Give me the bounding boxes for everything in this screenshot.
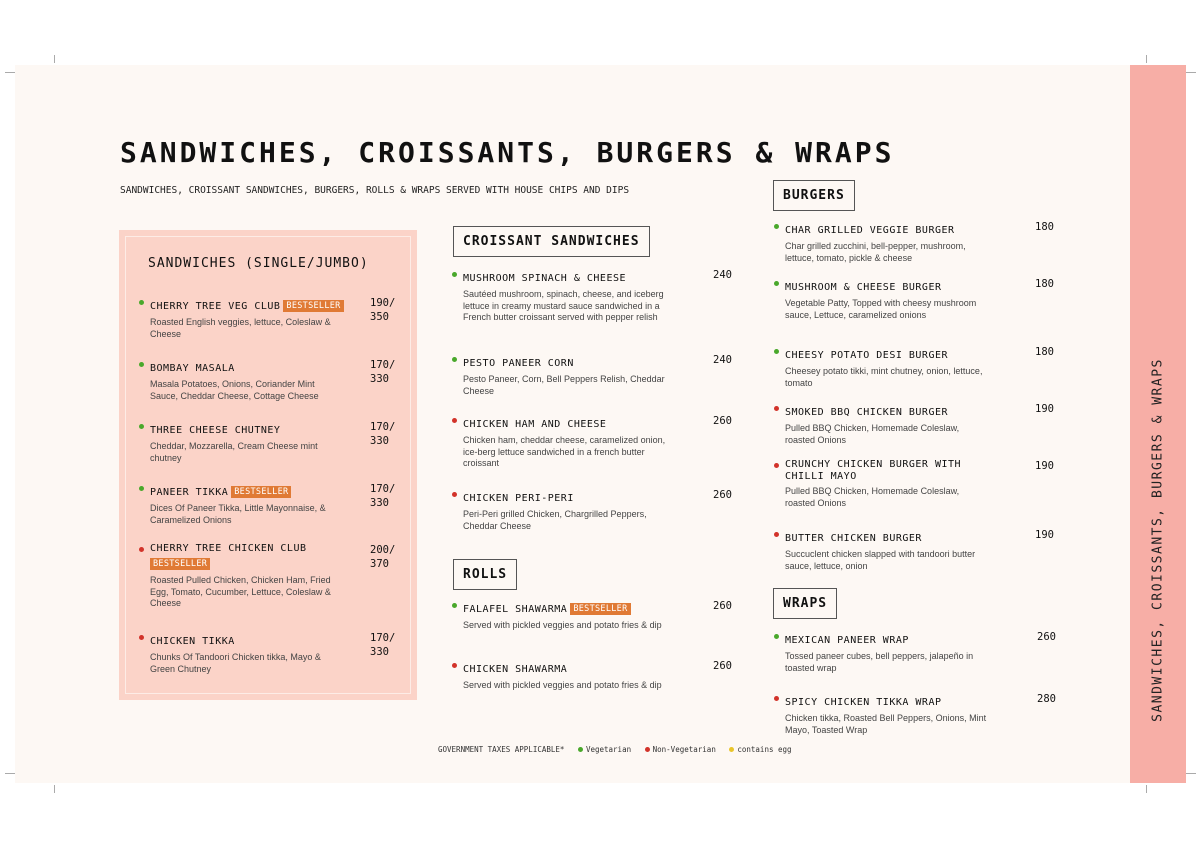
item-description: Chicken tikka, Roasted Bell Peppers, Onions, Mint Mayo, Toasted Wrap xyxy=(785,713,987,735)
menu-item xyxy=(785,630,1055,674)
egg-label: contains egg xyxy=(737,745,792,754)
item-description: Roasted English veggies, lettuce, Coleslaw & Cheese xyxy=(150,317,331,339)
item-name: CHICKEN PERI-PERI xyxy=(463,493,574,504)
non-veg-dot-icon xyxy=(139,635,144,640)
item-name: MUSHROOM SPINACH & CHEESE xyxy=(463,273,627,284)
veg-label: Vegetarian xyxy=(585,745,632,754)
item-price: 240 xyxy=(713,269,732,281)
non-veg-dot-icon xyxy=(645,747,650,752)
non-veg-dot-icon xyxy=(774,406,779,411)
bestseller-badge: BESTSELLER xyxy=(570,603,630,615)
veg-dot-icon xyxy=(774,281,779,286)
item-name: CHEESY POTATO DESI BURGER xyxy=(785,350,949,361)
sandwiches-heading: SANDWICHES (SINGLE/JUMBO) xyxy=(148,256,369,271)
bestseller-badge: BESTSELLER xyxy=(283,300,343,312)
item-description: Pulled BBQ Chicken, Homemade Coleslaw, roasted Onions xyxy=(785,486,960,508)
veg-dot-icon xyxy=(139,300,144,305)
crop-mark xyxy=(54,55,55,63)
bestseller-badge: BESTSELLER xyxy=(150,558,210,570)
menu-item xyxy=(463,268,733,324)
veg-dot-icon xyxy=(139,362,144,367)
veg-dot-icon xyxy=(774,224,779,229)
non-veg-dot-icon xyxy=(139,547,144,552)
item-description: Dices Of Paneer Tikka, Little Mayonnaise, & Caramelized Onions xyxy=(150,503,326,525)
item-description: Pesto Paneer, Corn, Bell Peppers Relish, Cheddar Cheese xyxy=(463,374,665,396)
item-description: Peri-Peri grilled Chicken, Chargrilled Peppers, Cheddar Cheese xyxy=(463,509,647,531)
veg-dot-icon xyxy=(774,634,779,639)
item-description: Chicken ham, cheddar cheese, caramelized onion, ice-berg lettuce sandwiched in a french butter croissant xyxy=(463,435,666,468)
crop-mark xyxy=(1186,72,1196,73)
item-description: Char grilled zucchini, bell-pepper, mushroom, lettuce, tomato, pickle & cheese xyxy=(785,241,966,263)
non-veg-dot-icon xyxy=(452,418,457,423)
taxes-note: GOVERNMENT TAXES APPLICABLE* xyxy=(438,745,565,754)
item-name: CHAR GRILLED VEGGIE BURGER xyxy=(785,225,955,236)
side-label: SANDWICHES, CROISSANTS, BURGERS & WRAPS xyxy=(1150,358,1166,722)
menu-item xyxy=(150,543,396,610)
item-price: 170/ 330 xyxy=(370,632,396,658)
crop-mark xyxy=(1146,55,1147,63)
item-name: PESTO PANEER CORN xyxy=(463,358,574,369)
item-name: FALAFEL SHAWARMA xyxy=(463,604,568,615)
item-price: 170/ 330 xyxy=(370,483,396,509)
menu-item xyxy=(150,482,396,526)
item-price: 170/ 330 xyxy=(370,359,396,385)
menu-item xyxy=(785,345,1055,389)
item-name: MEXICAN PANEER WRAP xyxy=(785,635,909,646)
page-subtitle: SANDWICHES, CROISSANT SANDWICHES, BURGERS, ROLLS & WRAPS SERVED WITH HOUSE CHIPS AND DIPS xyxy=(120,185,630,196)
item-price: 280 xyxy=(1037,693,1056,705)
wraps-heading: WRAPS xyxy=(773,588,837,619)
item-description: Served with pickled veggies and potato fries & dip xyxy=(463,620,662,630)
item-name: SPICY CHICKEN TIKKA WRAP xyxy=(785,697,942,708)
egg-dot-icon xyxy=(729,747,734,752)
item-description: Vegetable Patty, Topped with cheesy mushroom sauce, Lettuce, caramelized onions xyxy=(785,298,977,320)
item-description: Tossed paneer cubes, bell peppers, jalapeño in toasted wrap xyxy=(785,651,974,673)
menu-item xyxy=(785,692,1055,736)
menu-item xyxy=(785,459,1055,509)
item-price: 190 xyxy=(1035,529,1054,541)
rolls-heading: ROLLS xyxy=(453,559,517,590)
veg-dot-icon xyxy=(452,357,457,362)
item-description: Succuclent chicken slapped with tandoori butter sauce, lettuce, onion xyxy=(785,549,976,571)
item-price: 260 xyxy=(713,489,732,501)
menu-item xyxy=(150,358,396,402)
item-name: CHICKEN HAM AND CHEESE xyxy=(463,419,607,430)
footer-legend xyxy=(438,745,792,754)
menu-item xyxy=(150,631,396,675)
item-name: SMOKED BBQ CHICKEN BURGER xyxy=(785,407,949,418)
item-price: 260 xyxy=(713,415,732,427)
menu-item xyxy=(463,414,733,470)
non-veg-dot-icon xyxy=(774,696,779,701)
menu-item xyxy=(463,353,733,397)
item-price: 180 xyxy=(1035,278,1054,290)
menu-item xyxy=(785,402,1055,446)
burgers-heading: BURGERS xyxy=(773,180,855,211)
item-price: 180 xyxy=(1035,346,1054,358)
item-price: 180 xyxy=(1035,221,1054,233)
item-name: CHERRY TREE VEG CLUB xyxy=(150,301,281,312)
crop-mark xyxy=(54,785,55,793)
item-name: CRUNCHY CHICKEN BURGER WITH CHILLI MAYO xyxy=(785,459,962,482)
item-price: 190 xyxy=(1035,403,1054,415)
item-price: 170/ 330 xyxy=(370,421,396,447)
item-description: Cheddar, Mozzarella, Cream Cheese mint chutney xyxy=(150,441,318,463)
crop-mark xyxy=(1186,773,1196,774)
item-name: CHERRY TREE CHICKEN CLUB xyxy=(150,543,307,554)
veg-dot-icon xyxy=(774,349,779,354)
menu-item xyxy=(150,420,396,464)
menu-item xyxy=(785,528,1055,572)
crop-mark xyxy=(5,773,15,774)
item-price: 260 xyxy=(713,600,732,612)
item-name: BOMBAY MASALA xyxy=(150,363,235,374)
bestseller-badge: BESTSELLER xyxy=(231,486,291,498)
menu-item xyxy=(463,599,733,632)
crop-mark xyxy=(1146,785,1147,793)
item-price: 200/ 370 xyxy=(370,544,396,570)
item-name: THREE CHEESE CHUTNEY xyxy=(150,425,281,436)
item-name: MUSHROOM & CHEESE BURGER xyxy=(785,282,942,293)
veg-dot-icon xyxy=(578,747,583,752)
non-veg-dot-icon xyxy=(452,492,457,497)
item-name: CHICKEN TIKKA xyxy=(150,636,235,647)
veg-dot-icon xyxy=(139,424,144,429)
veg-dot-icon xyxy=(139,486,144,491)
item-price: 240 xyxy=(713,354,732,366)
item-price: 260 xyxy=(713,660,732,672)
page-title: SANDWICHES, CROISSANTS, BURGERS & WRAPS xyxy=(120,136,895,169)
veg-dot-icon xyxy=(452,603,457,608)
item-description: Served with pickled veggies and potato fries & dip xyxy=(463,680,662,690)
item-price: 190 xyxy=(1035,460,1054,472)
veg-dot-icon xyxy=(452,272,457,277)
item-name: PANEER TIKKA xyxy=(150,487,229,498)
menu-item xyxy=(463,659,733,692)
menu-item xyxy=(150,296,396,340)
crop-mark xyxy=(5,72,15,73)
item-description: Roasted Pulled Chicken, Chicken Ham, Fried Egg, Tomato, Cucumber, Lettuce, Coleslaw & Cheese xyxy=(150,575,331,608)
item-description: Masala Potatoes, Onions, Coriander Mint Sauce, Cheddar Cheese, Cottage Cheese xyxy=(150,379,319,401)
item-price: 190/ 350 xyxy=(370,297,396,323)
croissants-heading: CROISSANT SANDWICHES xyxy=(453,226,650,257)
non-veg-dot-icon xyxy=(774,463,779,468)
item-name: BUTTER CHICKEN BURGER xyxy=(785,533,922,544)
non-veg-label: Non-Vegetarian xyxy=(652,745,716,754)
item-description: Sautéed mushroom, spinach, cheese, and iceberg lettuce in creamy mustard sauce sandwiched in a French butter croissant served with pepper relish xyxy=(463,289,664,322)
non-veg-dot-icon xyxy=(452,663,457,668)
item-description: Pulled BBQ Chicken, Homemade Coleslaw, roasted Onions xyxy=(785,423,960,445)
non-veg-dot-icon xyxy=(774,532,779,537)
item-description: Chunks Of Tandoori Chicken tikka, Mayo & Green Chutney xyxy=(150,652,321,674)
menu-item xyxy=(785,277,1055,321)
item-price: 260 xyxy=(1037,631,1056,643)
item-name: CHICKEN SHAWARMA xyxy=(463,664,568,675)
menu-item xyxy=(463,488,733,532)
item-description: Cheesey potato tikki, mint chutney, onion, lettuce, tomato xyxy=(785,366,983,388)
menu-item xyxy=(785,220,1055,264)
